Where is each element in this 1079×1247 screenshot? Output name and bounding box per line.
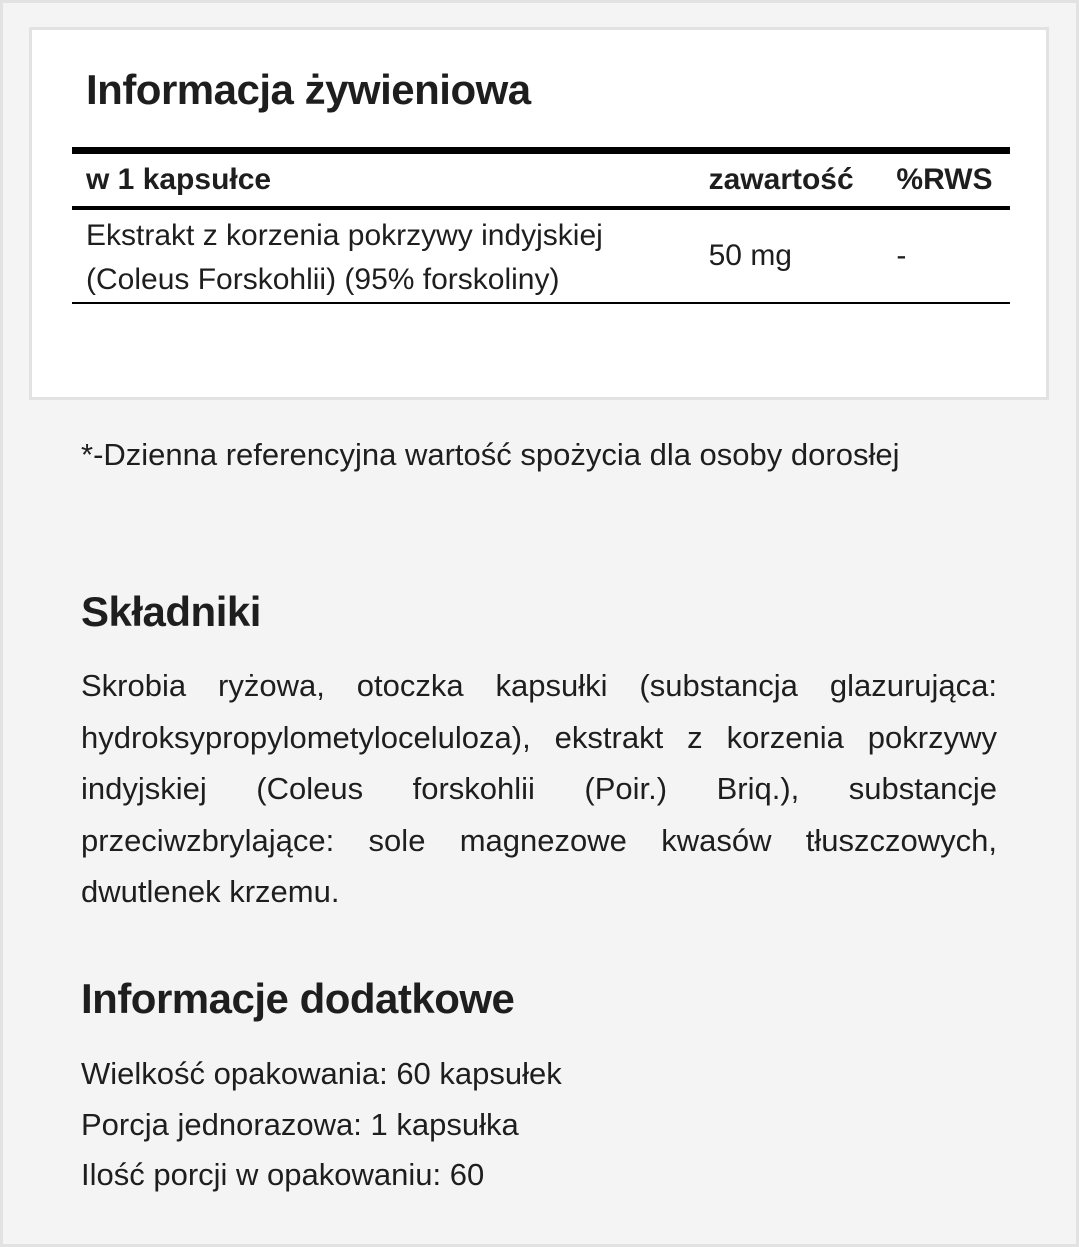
nutrition-title: Informacja żywieniowa: [86, 66, 531, 113]
ingredients-title: Składniki: [81, 588, 261, 635]
table-row: [72, 208, 1010, 303]
additional-info-title: Informacje dodatkowe: [81, 975, 515, 1022]
servings-per-package: Ilość porcji w opakowaniu: 60: [81, 1157, 485, 1192]
row-name: Ekstrakt z korzenia pokrzywy indyjskiej (Coleus Forskohlii) (95% forskoliny): [86, 219, 603, 296]
nutrition-card: [29, 27, 1049, 400]
header-amount: zawartość: [708, 163, 854, 196]
package-size: Wielkość opakowania: 60 kapsułek: [81, 1056, 562, 1091]
row-amount: 50 mg: [708, 239, 792, 272]
header-name: w 1 kapsułce: [86, 163, 272, 196]
table-header-row: [72, 151, 1010, 209]
nutrition-table: [72, 147, 1010, 304]
additional-info-list: [81, 1049, 562, 1201]
header-rws: %RWS: [896, 163, 993, 196]
row-rws: -: [896, 239, 907, 272]
serving-size: Porcja jednorazowa: 1 kapsułka: [81, 1106, 519, 1142]
ingredients-text: Skrobia ryżowa, otoczka kapsułki (substancja glazurująca: hydroksypropylometyloceluloza), ekstrakt z korzenia pokrzywy indyjskiej (Coleus forskohlii (Poir.) Briq.), substancje przeciwzbrylające: sole magnezowe kwasów tłuszczowych, dwutlenek krzemu.: [81, 668, 997, 909]
rws-footnote: *-Dzienna referencyjna wartość spożycia dla osoby dorosłej: [81, 437, 900, 472]
